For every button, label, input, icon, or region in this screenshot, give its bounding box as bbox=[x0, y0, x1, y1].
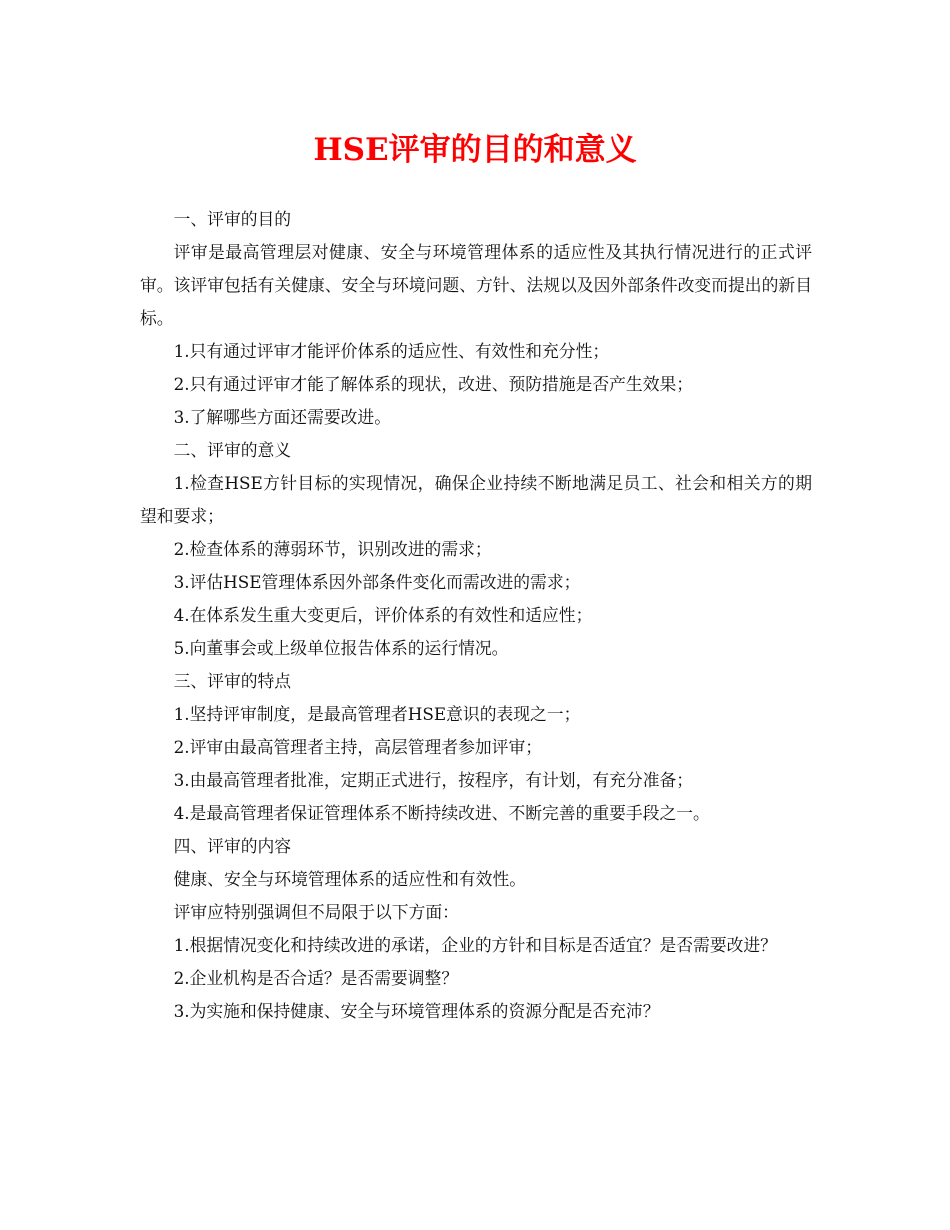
list-item-purpose-2: 2.只有通过评审才能了解体系的现状，改进、预防措施是否产生效果； bbox=[173, 374, 694, 394]
section-heading-features: 三、评审的特点 bbox=[173, 671, 292, 691]
document-title: HSE评审的目的和意义 bbox=[313, 132, 637, 168]
list-item-features-2: 2.评审由最高管理者主持，高层管理者参加评审； bbox=[173, 737, 543, 757]
document-body bbox=[140, 203, 812, 1028]
list-item-content-1: 1.根据情况变化和持续改进的承诺，企业的方针和目标是否适宜？是否需要改进？ bbox=[173, 935, 777, 955]
section-heading-content: 四、评审的内容 bbox=[173, 836, 292, 856]
list-item-purpose-1: 1.只有通过评审才能评价体系的适应性、有效性和充分性； bbox=[173, 341, 610, 361]
list-item-content-3: 3.为实施和保持健康、安全与环境管理体系的资源分配是否充沛？ bbox=[173, 1001, 660, 1021]
list-item-significance-5: 5.向董事会或上级单位报告体系的运行情况。 bbox=[173, 638, 509, 658]
section-heading-purpose: 一、评审的目的 bbox=[173, 209, 292, 229]
paragraph-content-intro: 评审应特别强调但不局限于以下方面： bbox=[173, 902, 459, 922]
section-heading-significance: 二、评审的意义 bbox=[173, 440, 292, 460]
list-item-purpose-3: 3.了解哪些方面还需要改进。 bbox=[173, 407, 391, 427]
list-item-features-4: 4.是最高管理者保证管理体系不断持续改进、不断完善的重要手段之一。 bbox=[173, 803, 710, 823]
list-item-features-3: 3.由最高管理者批准，定期正式进行，按程序，有计划，有充分准备； bbox=[173, 770, 694, 790]
list-item-significance-4: 4.在体系发生重大变更后，评价体系的有效性和适应性； bbox=[173, 605, 593, 625]
list-item-content-2: 2.企业机构是否合适？是否需要调整？ bbox=[173, 968, 459, 988]
list-item-features-1: 1.坚持评审制度，是最高管理者HSE意识的表现之一； bbox=[173, 704, 581, 724]
list-item-significance-1: 1.检查HSE方针目标的实现情况，确保企业持续不断地满足员工、社会和相关方的期望和要求； bbox=[140, 473, 812, 526]
paragraph-purpose-definition: 评审是最高管理层对健康、安全与环境管理体系的适应性及其执行情况进行的正式评审。该评审包括有关健康、安全与环境问题、方针、法规以及因外部条件改变而提出的新目标。 bbox=[140, 242, 812, 328]
paragraph-content-summary: 健康、安全与环境管理体系的适应性和有效性。 bbox=[173, 869, 527, 889]
list-item-significance-2: 2.检查体系的薄弱环节，识别改进的需求； bbox=[173, 539, 492, 559]
list-item-significance-3: 3.评估HSE管理体系因外部条件变化而需改进的需求； bbox=[173, 572, 581, 592]
